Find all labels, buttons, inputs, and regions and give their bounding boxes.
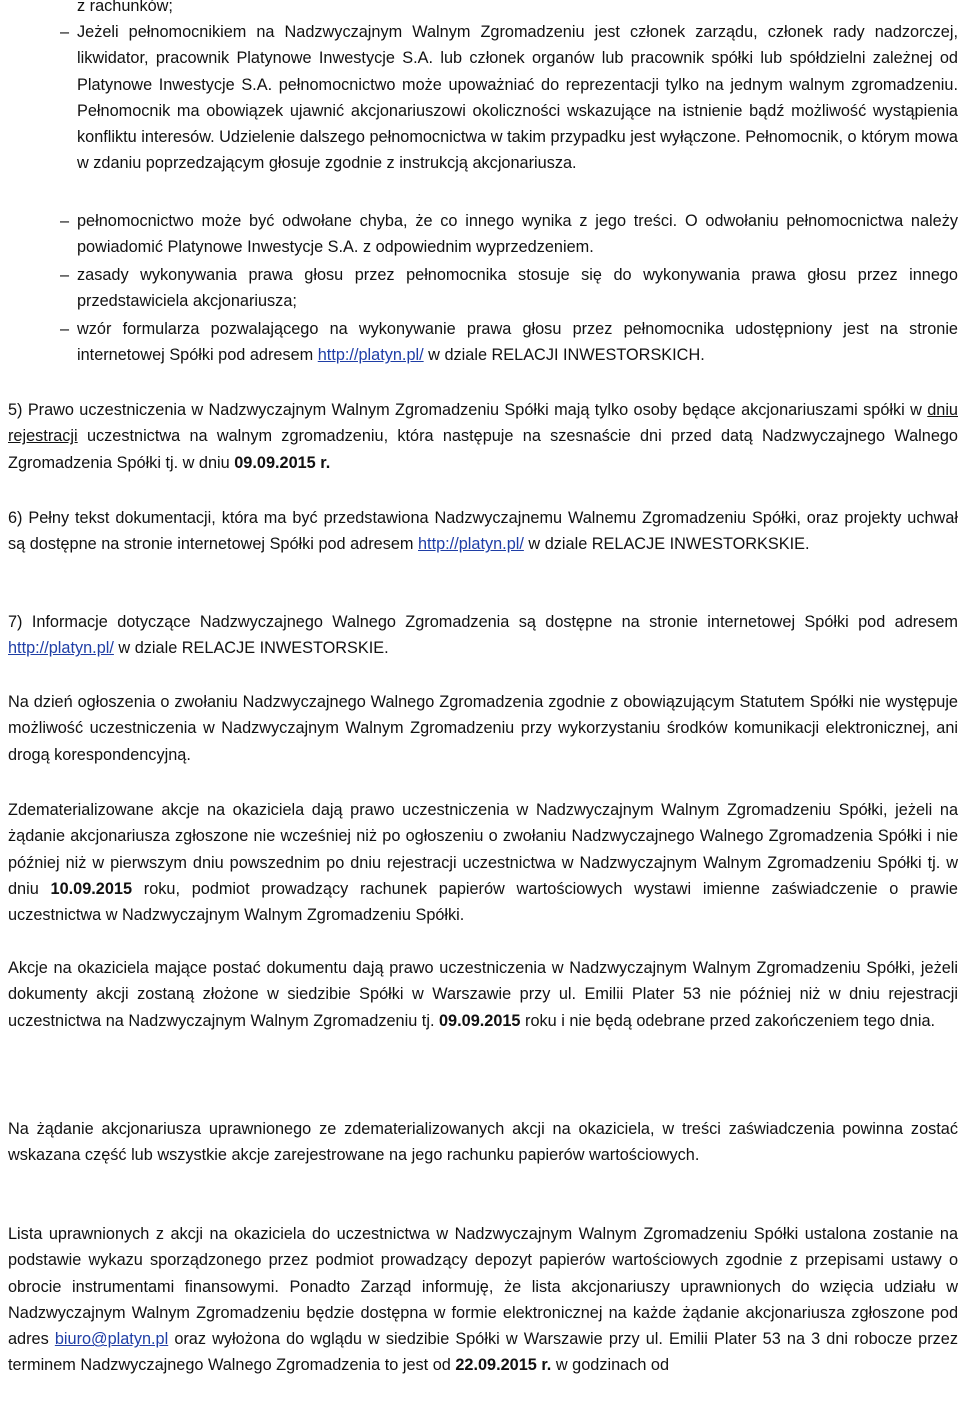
para7-text-before: 7) Informacje dotyczące Nadzwyczajnego Walnego Zgromadzenia są dostępne na stronie internetowej Spółki pod adresem <box>8 613 958 631</box>
bullet-text-after: w dziale RELACJI INWESTORSKICH. <box>423 346 705 365</box>
bullet-text: zasady wykonywania prawa głosu przez pełnomocnika stosuje się do wykonywania prawa głosu przez innego przedstawiciela akcjonariusza; <box>77 266 958 311</box>
list-availability-date: 22.09.2015 r. <box>455 1356 552 1375</box>
para7-text-after: w dziale RELACJE INWESTORSKIE. <box>113 639 389 658</box>
paragraph-shareholder-request: Na żądanie akcjonariusza uprawnionego ze zdematerializowanych akcji na okaziciela, w treści zaświadczenia powinna zostać wskazana część lub wszystkie akcje zarejestrowane na jego rachunku papierów wartościowych. <box>8 1120 958 1165</box>
deposit-date: 09.09.2015 <box>439 1011 521 1030</box>
list-text-after: w godzinach od <box>551 1356 670 1375</box>
registration-day-term: dniu rejestracji <box>8 401 958 446</box>
para5-text-middle: uczestnictwa na walnym zgromadzeniu, która następuje na szesnaście dni przed datą Nadzwyczajnego Walnego Zgromadzenia Spółki tj. w dniu <box>8 427 958 472</box>
paragraph-document-shares <box>8 955 958 1034</box>
documents-text-after: roku i nie będą odebrane przed zakończeniem tego dnia. <box>520 1011 936 1030</box>
para5-text-before: 5) Prawo uczestniczenia w Nadzwyczajnym Walnym Zgromadzeniu Spółki mają tylko osoby będące akcjonariuszami spółki w <box>8 401 928 419</box>
paragraph-electronic-participation: Na dzień ogłoszenia o zwołaniu Nadzwyczajnego Walnego Zgromadzenia zgodnie z obowiązującym Statutem Spółki nie występuje możliwość uczestniczenia w Nadzwyczajnym Walnym Zgromadzeniu przy wykorzystaniu środków komunikacji elektronicznej, ani drogą korespondencyjną. <box>8 693 958 764</box>
email-link[interactable]: biuro@platyn.pl <box>54 1330 169 1349</box>
documents-text-before: Akcje na okaziciela mające postać dokumentu dają prawo uczestniczenia w Nadzwyczajnym Walnym Zgromadzeniu Spółki, jeżeli dokumenty akcji zostaną złożone w siedzibie Spółki w Warszawie przy ul. Emilii Plater 53 nie później niż w dniu rejestracji uczestnictwa na Nadzwyczajnym Walnym Zgromadzeniu tj. <box>8 959 958 1030</box>
bullet-text: Jeżeli pełnomocnikiem na Nadzwyczajnym Walnym Zgromadzeniu jest członek zarządu, członek rady nadzorczej, likwidator, pracownik Platynowe Inwestycje S.A. lub członek organów lub pracownik spółki lub spółdzielni zależnej od Platynowe Inwestycje S.A. pełnomocnictwo może upoważniać do reprezentacji tylko na jednym walnym zgromadzeniu. Pełnomocnik ma obowiązek ujawnić akcjonariuszowi okoliczności wskazujące na istnienie bądź możliwość wystąpienia konfliktu interesów. Udzielenie dalszego pełnomocnictwa w takim przypadku jest wyłączone. Pełnomocnik, o którym mowa w zdaniu poprzedzającym głosuje zgodnie z instrukcją akcjonariusza. <box>77 23 958 173</box>
paragraph-7-information <box>8 609 958 662</box>
dematerialized-text-before: Zdematerializowane akcje na okaziciela dają prawo uczestniczenia w Nadzwyczajnym Walnym Zgromadzeniu Spółki, jeżeli na żądanie akcjonariusza zgłoszone nie wcześniej niż po ogłoszeniu o zwołaniu Nadzwyczajnego Walnego Zgromadzenia Spółki i nie później niż w pierwszym dniu powszednim po dniu rejestracji uczestnictwa w Nadzwyczajnym Walnym Zgromadzeniu Spółki tj. w dniu <box>8 801 958 898</box>
bullet-item-revocation <box>0 208 958 261</box>
website-link[interactable]: http://platyn.pl/ <box>8 639 114 658</box>
dematerialized-text-after: roku, podmiot prowadzący rachunek papierów wartościowych wystawi imienne zaświadczenie o prawie uczestnictwa w Nadzwyczajnym Walnym Zgromadzeniu Spółki. <box>8 879 958 925</box>
paragraph-shareholder-list <box>8 1221 958 1379</box>
dash-bullet: – <box>60 23 70 41</box>
para6-text-after: w dziale RELACJE INWESTORKSKIE. <box>523 535 810 554</box>
dash-bullet: – <box>60 212 70 230</box>
website-link[interactable]: http://platyn.pl/ <box>418 535 524 554</box>
paragraph-dematerialized-shares <box>8 797 958 928</box>
website-link[interactable]: http://platyn.pl/ <box>317 346 424 365</box>
bullet-item-proxy-board-member <box>0 19 958 177</box>
certificate-date: 10.09.2015 <box>50 879 133 898</box>
bullet-item-proxy-form <box>0 316 958 369</box>
registration-date: 09.09.2015 r. <box>234 453 331 472</box>
bullet-text <box>77 316 958 369</box>
bullet-text-before: wzór formularza pozwalającego na wykonywanie prawa głosu przez pełnomocnika udostępniony jest na stronie internetowej Spółki pod adresem <box>77 320 958 365</box>
bullet-text: pełnomocnictwo może być odwołane chyba, że co innego wynika z jego treści. O odwołaniu pełnomocnictwa należy powiadomić Platynowe Inwestycje S.A. z odpowiednim wyprzedzeniem. <box>77 212 958 257</box>
paragraph-5-registration <box>8 397 958 476</box>
list-text-middle: oraz wyłożona do wglądu w siedzibie Spółki w Warszawie przy ul. Emilii Plater 53 na 3 dni robocze przez terminem Nadzwyczajnego Walnego Zgromadzenia to jest od <box>8 1330 958 1375</box>
dash-bullet: – <box>60 266 70 284</box>
dash-bullet: – <box>60 320 70 338</box>
bullet-item-voting-rules <box>0 262 958 315</box>
fragment-top: z rachunków; <box>77 0 173 15</box>
paragraph-6-documentation <box>8 505 958 558</box>
list-text-before: Lista uprawnionych z akcji na okaziciela do uczestnictwa w Nadzwyczajnym Walnym Zgromadzeniu Spółki ustalona zostanie na podstawie wykazu sporządzonego przez podmiot prowadzący depozyt papierów wartościowych zgodnie z przepisami ustawy o obrocie instrumentami finansowymi. Ponadto Zarząd informuję, że lista akcjonariuszy uprawnionych do wzięcia udziału w Nadzwyczajnym Walnym Zgromadzeniu będzie dostępna w formie elektronicznej na każde żądanie akcjonariusza zgłoszone pod adres <box>8 1225 958 1349</box>
para6-text-before: 6) Pełny tekst dokumentacji, która ma być przedstawiona Nadzwyczajnemu Walnemu Zgromadzeniu Spółki, oraz projekty uchwał są dostępne na stronie internetowej Spółki pod adresem <box>8 509 958 554</box>
